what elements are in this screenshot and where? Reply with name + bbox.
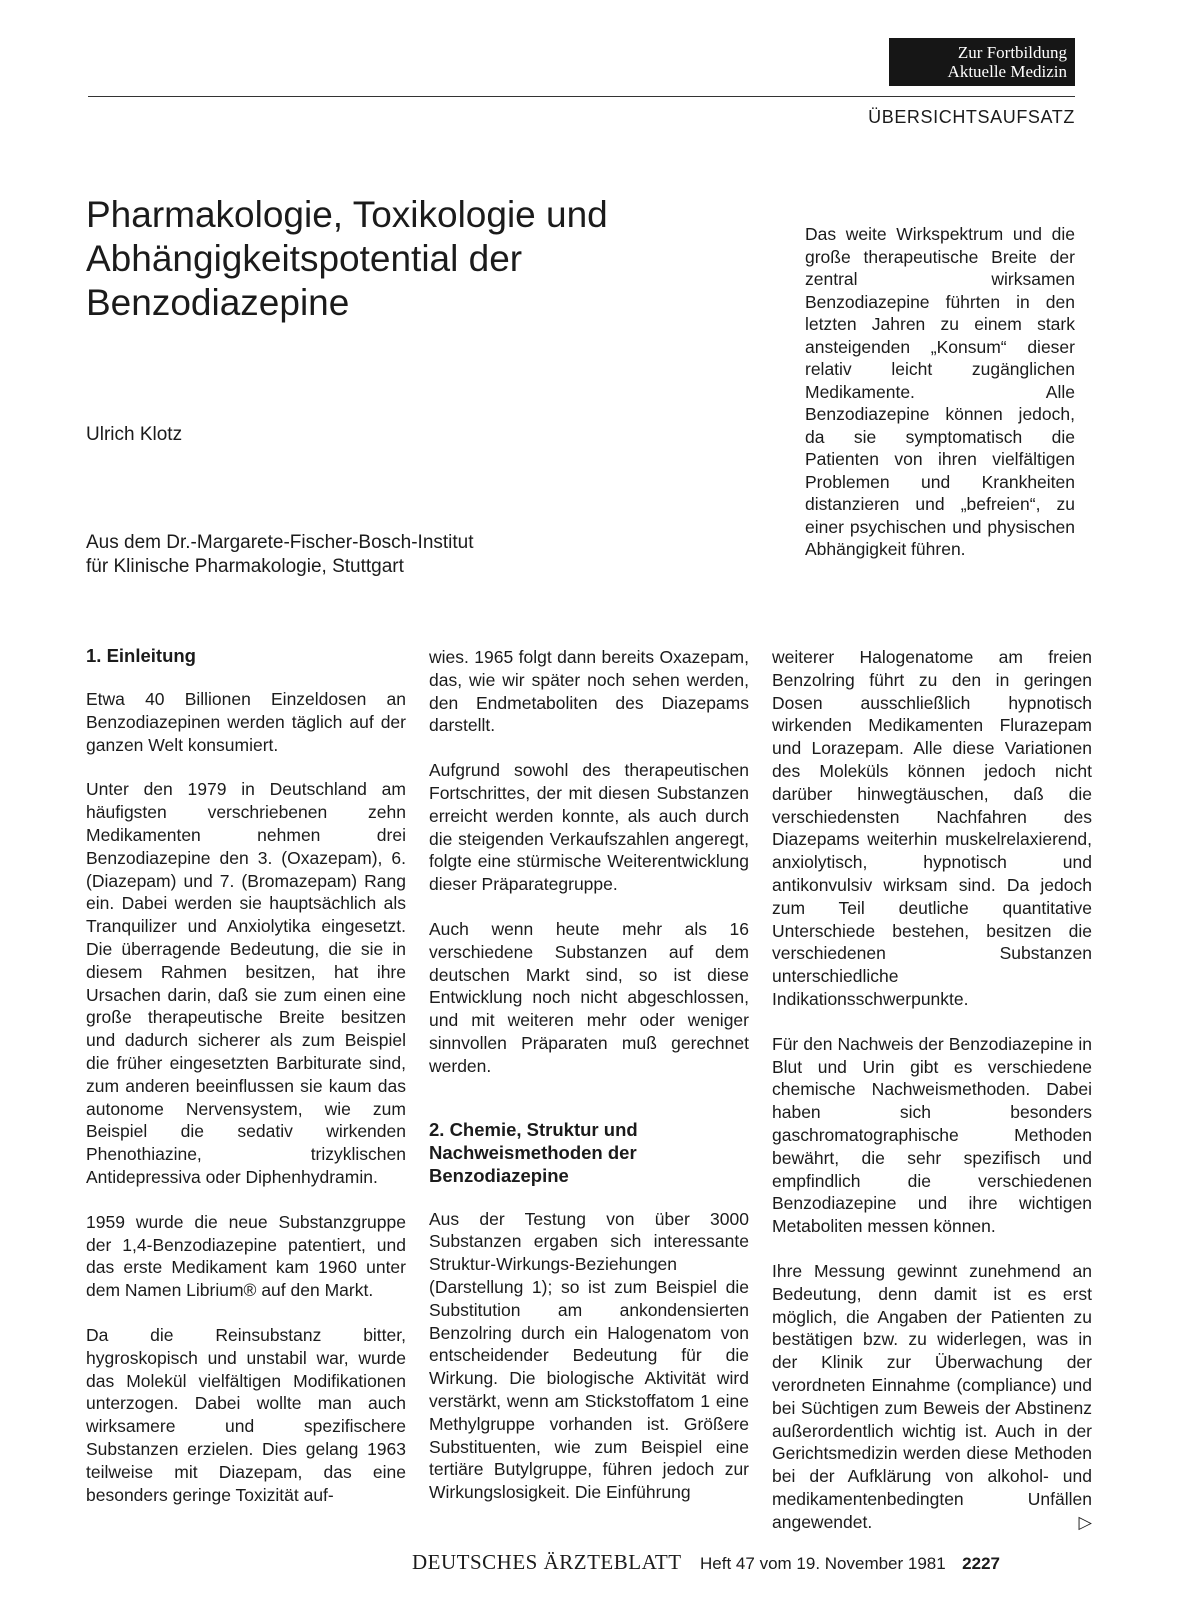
paragraph: [772, 1260, 1092, 1534]
affiliation-line-1: Aus dem Dr.-Margarete-Fischer-Bosch-Institut: [86, 532, 474, 553]
page-footer: [412, 1550, 1075, 1575]
text-column-1: [86, 644, 406, 1528]
section-label: ÜBERSICHTSAUFSATZ: [868, 107, 1075, 127]
paragraph: weiterer Halogenatome am freien Benzolring führt zu den in geringen Dosen ausschließlich hypnotisch wirkenden Medikamenten Flurazepam und Lorazepam. Alle diese Variationen des Moleküls können jedoch nicht darüber hinwegtäuschen, daß die verschiedensten Nachfahren des Diazepams weiterhin muskelrelaxierend, anxiolytisch, hypnotisch und antikonvulsiv wirksam sind. Da jedoch zum Teil deutliche quantitative Unterschiede bestehen, besitzen die verschiedenen Substanzen unterschiedliche Indikationsschwerpunkte.: [772, 647, 1092, 1009]
paragraph: 1959 wurde die neue Substanzgruppe der 1,4-Benzodiazepine patentiert, und das erste Medikament kam 1960 unter dem Namen Librium® auf den Markt.: [86, 1211, 406, 1301]
abstract: Das weite Wirkspektrum und die große therapeutische Breite der zentral wirksamen Benzodiazepine führten in den letzten Jahren zu einem stark ansteigenden „Konsum“ dieser relativ leicht zugänglichen Medikamente. Alle Benzodiazepine können jedoch, da sie symptomatisch die Patienten von ihren vielfältigen Problemen und Krankheiten distanzieren und „befreien“, zu einer psychischen und physischen Abhängigkeit führen.: [805, 224, 1075, 559]
article-title: Pharmakologie, Toxikologie und Abhängigkeitspotential der Benzodiazepine: [86, 194, 608, 323]
paragraph: Etwa 40 Billionen Einzeldosen an Benzodiazepinen werden täglich auf der ganzen Welt konsumiert.: [86, 689, 406, 755]
journal-name: DEUTSCHES ÄRZTEBLATT: [412, 1550, 682, 1574]
paragraph: Für den Nachweis der Benzodiazepine in Blut und Urin gibt es verschiedene chemische Nachweismethoden. Dabei haben sich besonders gaschromatographische Methoden bewährt, die sehr spezifisch und empfindlich die verschiedenen Benzodiazepine und ihre wichtigen Metaboliten messen können.: [772, 1033, 1092, 1237]
paragraph: Aus der Testung von über 3000 Substanzen ergaben sich interessante Struktur-Wirkungs-Beziehungen (Darstellung 1); so ist zum Beispiel die Substitution am ankondensierten Benzolring durch ein Halogenatom von entscheidender Bedeutung für die Wirkung. Die biologische Aktivität wird verstärkt, wenn am Stickstoffatom 1 eine Methylgruppe vorhanden ist. Größere Substituenten, wie zum Beispiel eine tertiäre Butylgruppe, führen jedoch zur Wirkungslosigkeit. Die Einführung: [429, 1208, 749, 1503]
affiliation: [86, 531, 474, 579]
affiliation-line-2: für Klinische Pharmakologie, Stuttgart: [86, 556, 404, 577]
header-rule: [88, 96, 1075, 97]
paragraph: Auch wenn heute mehr als 16 verschiedene Substanzen auf dem deutschen Markt sind, so ist diese Entwicklung noch nicht abgeschlossen, und mit weiteren mehr oder weniger sinnvollen Präparaten muß gerechnet werden.: [429, 918, 749, 1076]
continue-arrow-icon: ▷: [1078, 1511, 1092, 1532]
paragraph: Aufgrund sowohl des therapeutischen Fortschrittes, der mit diesen Substanzen erreicht werden konnte, als auch durch die steigenden Verkaufszahlen angeregt, folgte eine stürmische Weiterentwicklung dieser Präparategruppe.: [429, 760, 749, 895]
text-column-2: [429, 646, 749, 1526]
paragraph: wies. 1965 folgt dann bereits Oxazepam, das, wie wir später noch sehen werden, den Endmetaboliten des Diazepams darstellt.: [429, 647, 749, 736]
rubric-line-2: Aktuelle Medizin: [947, 62, 1067, 81]
section-heading-1: 1. Einleitung: [86, 645, 196, 666]
paragraph: Unter den 1979 in Deutschland am häufigsten verschriebenen zehn Medikamenten nehmen drei Benzodiazepine den 3. (Oxazepam), 6. (Diazepam) und 7. (Bromazepam) Rang ein. Dabei werden sie hauptsächlich als Tranquilizer und Anxiolytika eingesetzt. Die überragende Bedeutung, die sie in diesem Rahmen besitzen, hat ihre Ursachen darin, daß sie zum einen eine große therapeutische Breite besitzen und dadurch sicherer als zum Beispiel die früher eingesetzten Barbiturate sind, zum anderen beeinflussen sie kaum das autonome Nervensystem, wie zum Beispiel die sedativ wirkenden Phenothiazine, trizyklischen Antidepressiva oder Diphenhydramin.: [86, 779, 406, 1187]
author-name: Ulrich Klotz: [86, 424, 183, 445]
text-column-3: [772, 646, 1092, 1555]
issue-info: Heft 47 vom 19. November 1981: [700, 1554, 946, 1573]
page-number: 2227: [962, 1554, 1000, 1573]
rubric-badge: [889, 38, 1075, 86]
paragraph-text: Ihre Messung gewinnt zunehmend an Bedeutung, denn damit ist es erst möglich, die Angaben der Patienten zu bestätigen bzw. zu widerlegen, was in der Klinik zur Überwachung der verordneten Einnahme (compliance) und bei Süchtigen zum Beweis der Abstinenz außerordentlich wichtig ist. Auch in der Gerichtsmedizin werden diese Methoden bei der Aufklärung von alkohol- und medikamentenbedingten Unfällen angewendet.: [772, 1260, 1092, 1532]
paragraph: Da die Reinsubstanz bitter, hygroskopisch und unstabil war, wurde das Molekül vielfältigen Modifikationen unterzogen. Dabei wollte man auch wirksamere und spezifischere Substanzen erzielen. Dies gelang 1963 teilweise mit Diazepam, das eine besonders geringe Toxizität auf-: [86, 1324, 406, 1505]
section-heading-2: 2. Chemie, Struktur und Nachweismethoden der Benzodiazepine: [429, 1118, 638, 1186]
rubric-line-1: Zur Fortbildung: [957, 43, 1067, 62]
